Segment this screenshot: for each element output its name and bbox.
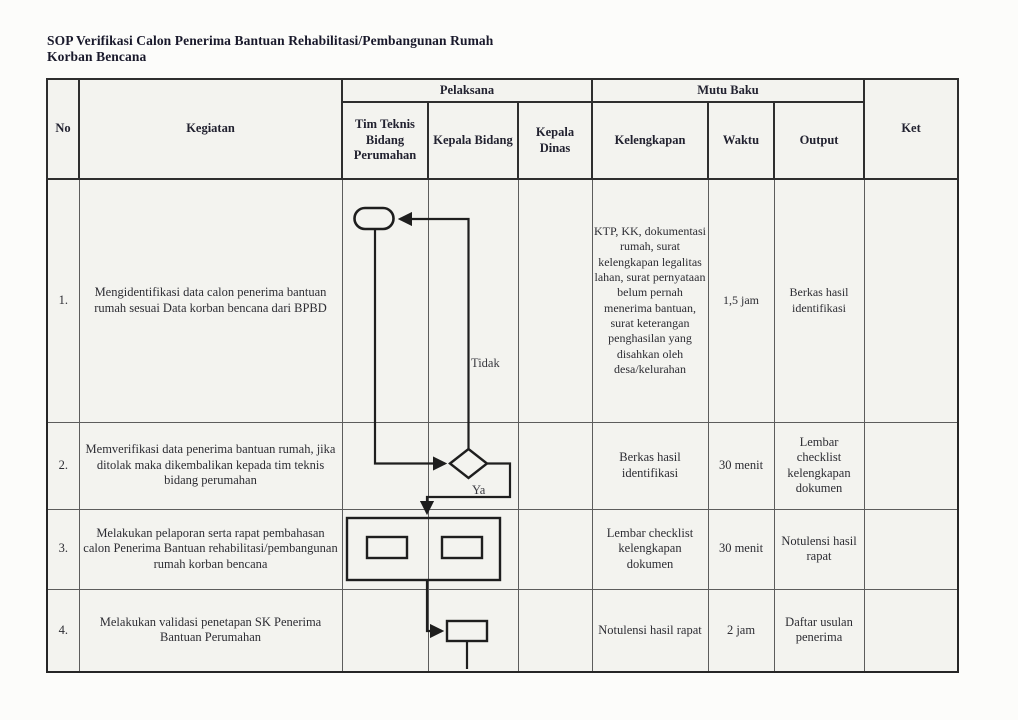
row-3-ket <box>864 509 958 589</box>
page-title-line-2: Korban Bencana <box>47 49 147 64</box>
header-row-groups <box>47 79 958 102</box>
col-header-waktu: Waktu <box>708 102 774 179</box>
row-1-flow-kepala-dinas-cell <box>518 179 592 422</box>
row-1-kelengkapan: KTP, KK, dokumentasi rumah, surat kelengkapan legalitas lahan, surat pernyataan belum pernah menerima bantuan, surat keterangan penghasilan yang disahkan oleh desa/kelurahan <box>592 179 708 422</box>
row-2-waktu: 30 menit <box>708 422 774 509</box>
row-2-kelengkapan: Berkas hasil identifikasi <box>592 422 708 509</box>
col-header-kepala-bidang: Kepala Bidang <box>428 102 518 179</box>
row-3-flow-kepala-bidang-cell <box>428 509 518 589</box>
row-2-flow-kepala-bidang-cell <box>428 422 518 509</box>
row-4-activity: Melakukan validasi penetapan SK Penerima Bantuan Perumahan <box>79 589 342 672</box>
row-4-output: Daftar usulan penerima <box>774 589 864 672</box>
col-header-kepala-dinas: Kepala Dinas <box>518 102 592 179</box>
row-4-flow-kepala-dinas-cell <box>518 589 592 672</box>
row-3-number: 3. <box>47 509 79 589</box>
col-header-kelengkapan: Kelengkapan <box>592 102 708 179</box>
row-3-activity: Melakukan pelaporan serta rapat pembahasan calon Penerima Bantuan rehabilitasi/pembangunan rumah korban bencana <box>79 509 342 589</box>
row-4-number: 4. <box>47 589 79 672</box>
page-title <box>47 33 687 65</box>
table-row-2 <box>47 422 958 509</box>
row-1-waktu: 1,5 jam <box>708 179 774 422</box>
row-2-output: Lembar checklist kelengkapan dokumen <box>774 422 864 509</box>
row-1-output: Berkas hasil identifikasi <box>774 179 864 422</box>
group-header-pelaksana: Pelaksana <box>342 79 592 102</box>
table-row-4 <box>47 589 958 672</box>
row-2-ket <box>864 422 958 509</box>
page-title-line-1: SOP Verifikasi Calon Penerima Bantuan Rehabilitasi/Pembangunan Rumah <box>47 33 494 48</box>
col-header-ket: Ket <box>864 79 958 179</box>
row-3-kelengkapan: Lembar checklist kelengkapan dokumen <box>592 509 708 589</box>
table-row-3 <box>47 509 958 589</box>
col-header-tim-teknis-bidang-perumahan: Tim Teknis Bidang Perumahan <box>342 102 428 179</box>
row-3-flow-tim-teknis-cell <box>342 509 428 589</box>
group-header-mutu-baku: Mutu Baku <box>592 79 864 102</box>
row-2-number: 2. <box>47 422 79 509</box>
row-4-flow-kepala-bidang-cell <box>428 589 518 672</box>
tidak-branch-label: Tidak <box>471 356 500 370</box>
row-3-flow-kepala-dinas-cell <box>518 509 592 589</box>
row-2-flow-tim-teknis-cell <box>342 422 428 509</box>
col-header-output: Output <box>774 102 864 179</box>
table-row-1 <box>47 179 958 422</box>
row-3-waktu: 30 menit <box>708 509 774 589</box>
row-1-flow-tim-teknis-cell <box>342 179 428 422</box>
row-4-flow-tim-teknis-cell <box>342 589 428 672</box>
row-1-ket <box>864 179 958 422</box>
ya-branch-label: Ya <box>472 483 486 497</box>
row-2-activity: Memverifikasi data penerima bantuan rumah, jika ditolak maka dikembalikan kepada tim teknis bidang perumahan <box>79 422 342 509</box>
row-4-waktu: 2 jam <box>708 589 774 672</box>
row-4-kelengkapan: Notulensi hasil rapat <box>592 589 708 672</box>
row-1-flow-kepala-bidang-cell <box>428 179 518 422</box>
row-4-ket <box>864 589 958 672</box>
row-3-output: Notulensi hasil rapat <box>774 509 864 589</box>
row-1-number: 1. <box>47 179 79 422</box>
row-2-flow-kepala-dinas-cell <box>518 422 592 509</box>
col-header-kegiatan: Kegiatan <box>79 79 342 179</box>
row-1-activity: Mengidentifikasi data calon penerima bantuan rumah sesuai Data korban bencana dari BPBD <box>79 179 342 422</box>
sop-procedure-table <box>46 78 959 673</box>
col-header-no: No <box>47 79 79 179</box>
